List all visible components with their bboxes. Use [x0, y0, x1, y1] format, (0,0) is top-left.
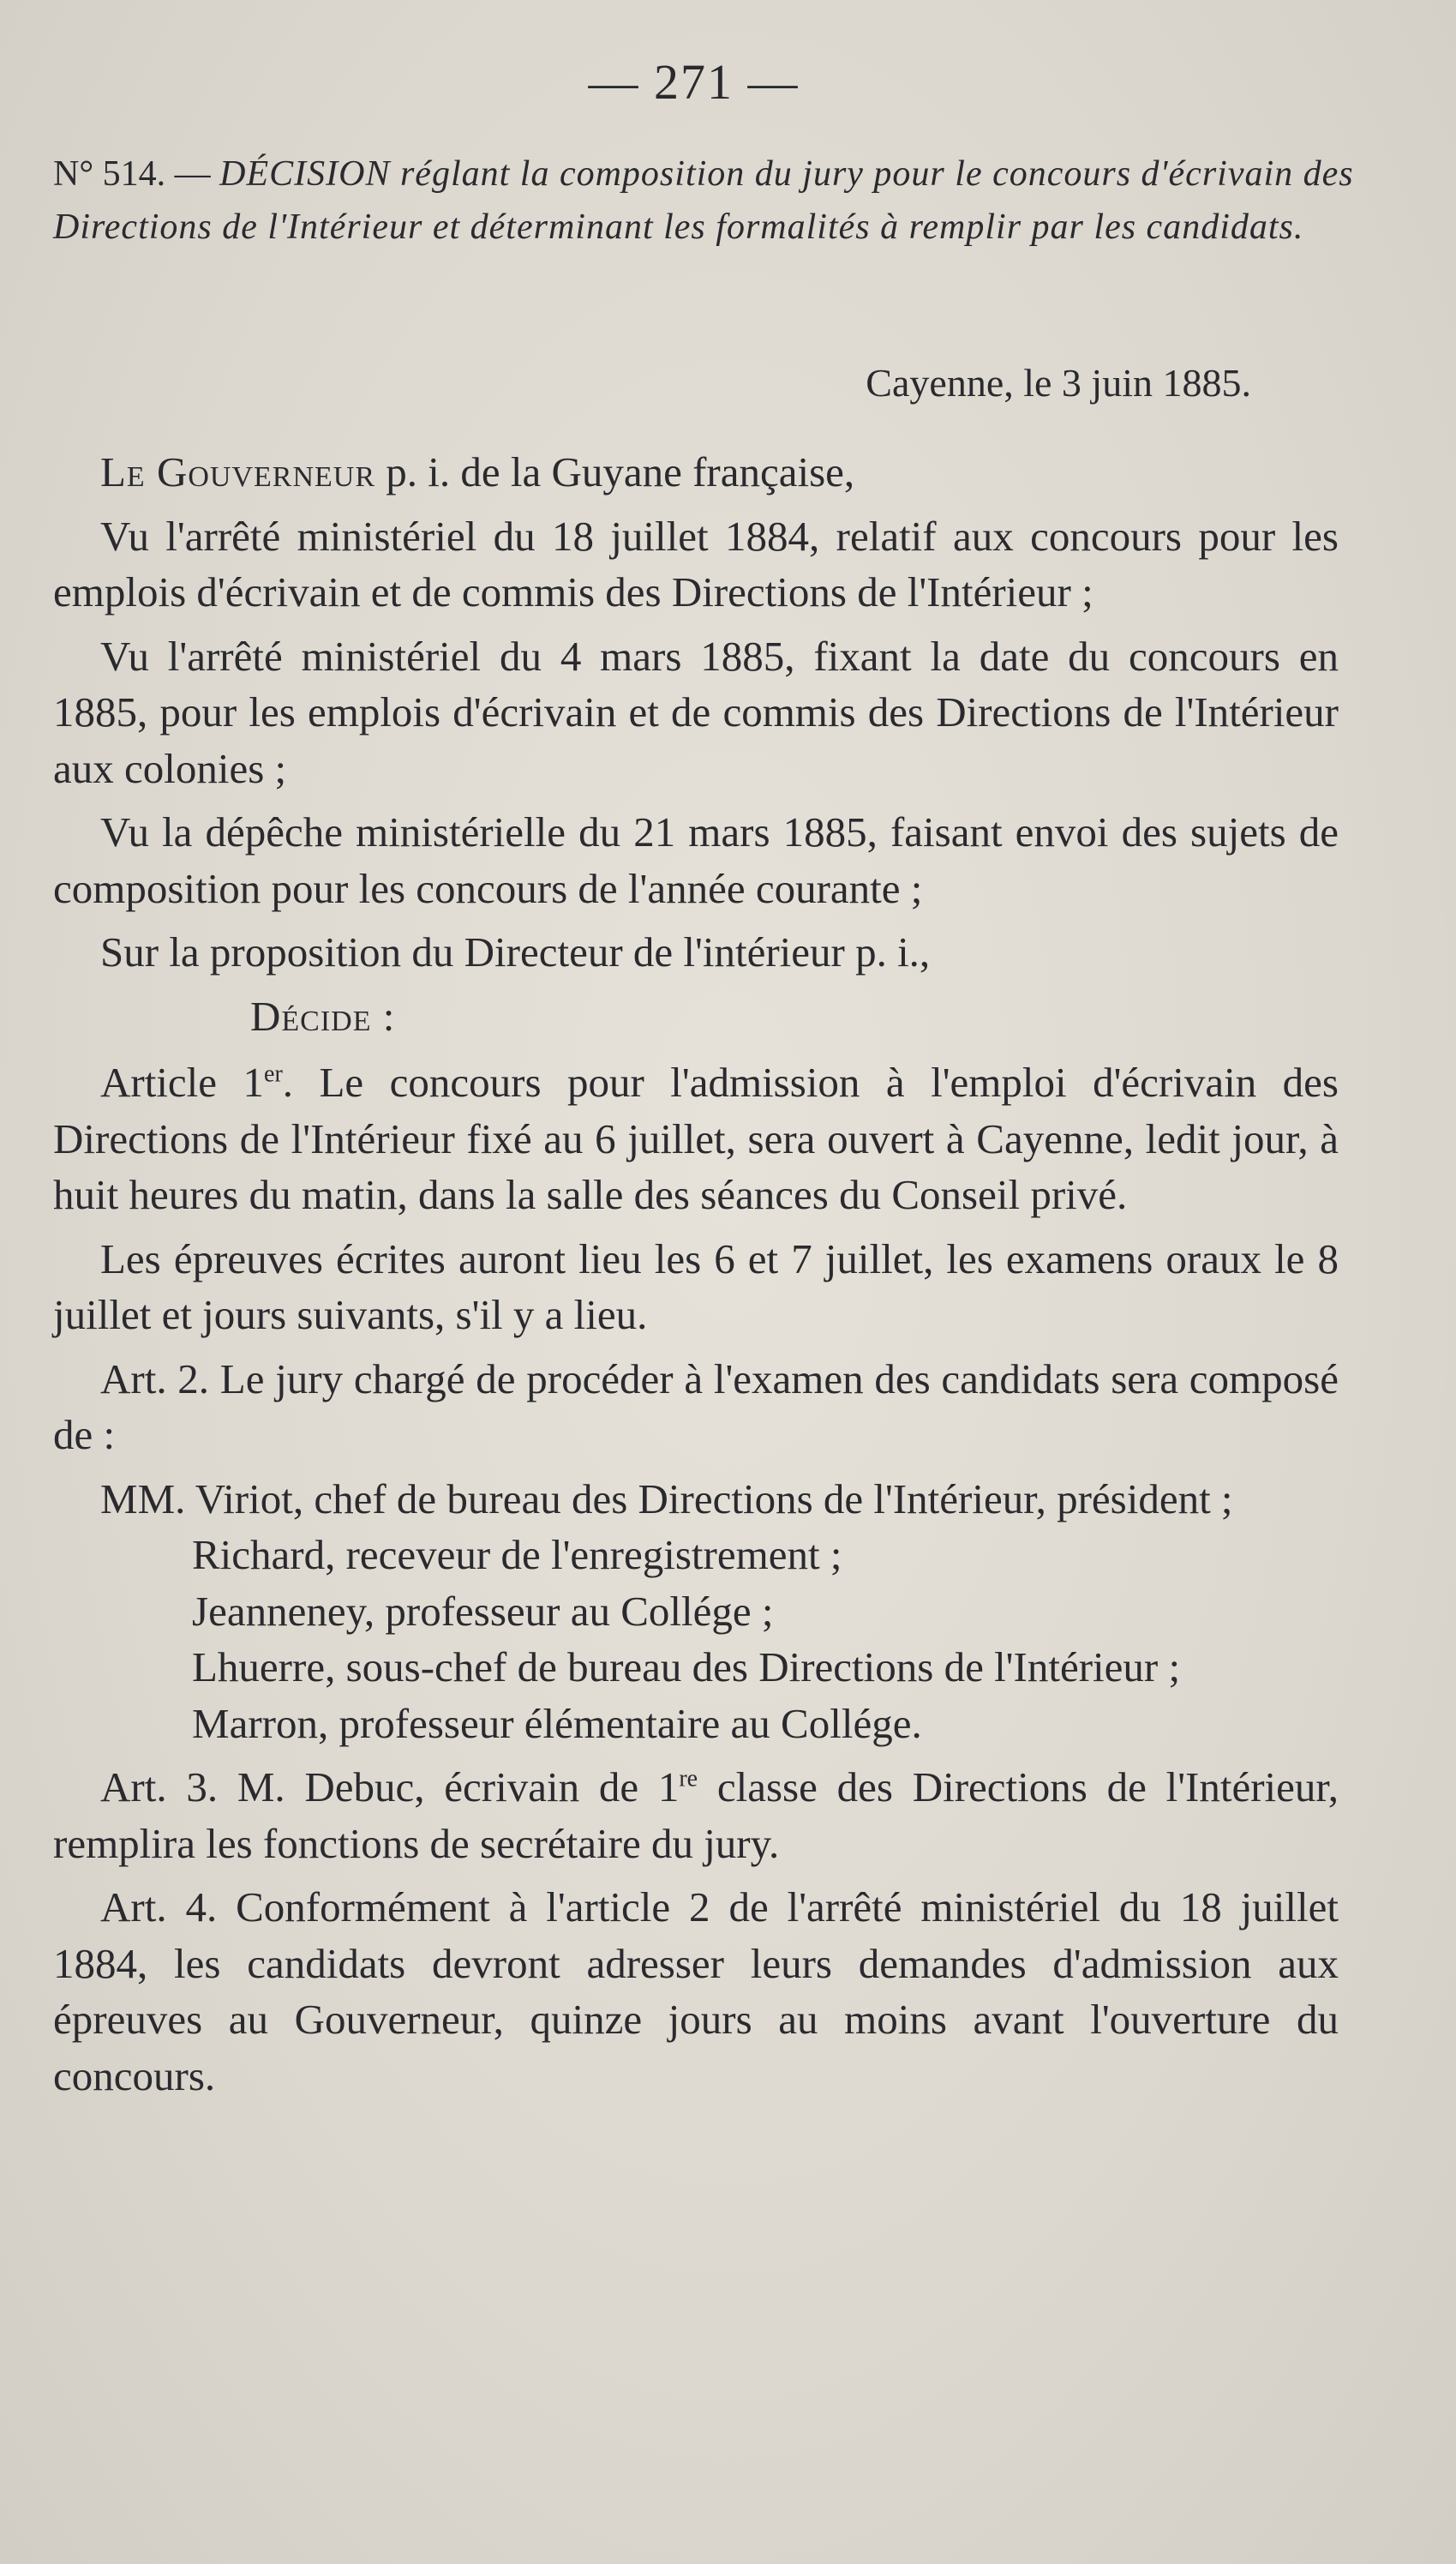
article-2: Art. 2. Le jury chargé de procéder à l'examen des candidats sera composé de :: [53, 1354, 1339, 1458]
article-3-sup: re: [679, 1765, 698, 1792]
place-date: Cayenne, le 3 juin 1885.: [866, 361, 1251, 405]
article-3: [53, 1759, 1339, 1871]
jury-member: Richard, receveur de l'enregistrement ;: [192, 1531, 842, 1578]
page-number: — 271 —: [588, 54, 800, 110]
decision-body: [53, 444, 1339, 2111]
article-1-para-2: Les épreuves écrites auront lieu les 6 et 7 juillet, les examens oraux le 8 juillet et jours suivants, s'il y a lieu.: [53, 1234, 1339, 1338]
article-3-prefix: Art. 3. M. Debuc, écrivain de 1: [100, 1763, 680, 1810]
article-3-text: classe des Directions de l'Intérieur, remplira les fonctions de secrétaire du jury.: [53, 1763, 1339, 1867]
article-1: [53, 1054, 1339, 1223]
decision-title: DÉCISION réglant la composition du jury pour le concours d'écrivain des Directions de l'Intérieur et déterminant les formalités à remplir par les candidats.: [53, 154, 1354, 247]
article-4: Art. 4. Conformément à l'article 2 de l'arrêté ministériel du 18 juillet 1884, les candidats devront adresser leurs demandes d'admission aux épreuves au Gouverneur, quinze jours au moins avant l'ouverture du concours.: [53, 1883, 1339, 2099]
article-1-sup: er: [264, 1060, 283, 1088]
considerant-3: Vu la dépêche ministérielle du 21 mars 1885, faisant envoi des sujets de composition pour les concours de l'année courante ;: [53, 808, 1339, 912]
jury-member: Lhuerre, sous-chef de bureau des Directions de l'Intérieur ;: [192, 1643, 1181, 1690]
decide-heading: Décide :: [250, 992, 396, 1040]
considerant-4: Sur la proposition du Directeur de l'intérieur p. i.,: [100, 928, 931, 976]
article-1-text: . Le concours pour l'admission à l'emploi d'écrivain des Directions de l'Intérieur fixé au 6 juillet, sera ouvert à Cayenne, ledit jour, à huit heures du matin, dans la salle des séances du Conseil privé.: [53, 1059, 1339, 1218]
jury-member: Marron, professeur élémentaire au Collége.: [192, 1699, 922, 1747]
governor-rest: p. i. de la Guyane française,: [375, 448, 855, 495]
jury-member: MM. Viriot, chef de bureau des Directions de l'Intérieur, président ;: [100, 1474, 1233, 1522]
governor-line: [53, 444, 1339, 501]
considerant-2: Vu l'arrêté ministériel du 4 mars 1885, fixant la date du concours en 1885, pour les emplois d'écrivain et de commis des Directions de l'Intérieur aux colonies ;: [53, 632, 1339, 792]
governor-title: Le Gouverneur: [100, 448, 375, 495]
article-1-prefix: Article 1: [100, 1059, 265, 1106]
decision-heading: [53, 147, 1356, 254]
decision-number: N° 514. —: [53, 154, 220, 194]
considerant-1: Vu l'arrêté ministériel du 18 juillet 1884, relatif aux concours pour les emplois d'écrivain et de commis des Directions de l'Intérieur ;: [53, 512, 1339, 615]
jury-member: Jeanneney, professeur au Collége ;: [192, 1587, 774, 1635]
